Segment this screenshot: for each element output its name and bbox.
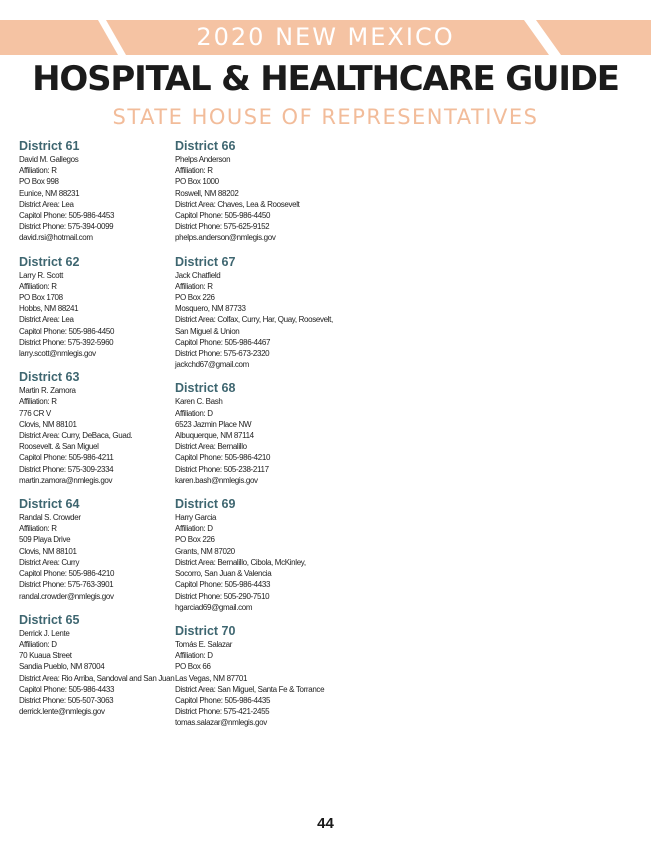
banner-title: 2020 NEW MEXICO — [196, 23, 455, 51]
district-entry — [175, 624, 375, 729]
page-subtitle: STATE HOUSE OF REPRESENTATIVES — [112, 105, 539, 129]
district-detail-line: Jack Chatfield — [175, 270, 221, 280]
district-detail-line: Albuquerque, NM 87114 — [175, 431, 254, 441]
district-detail-line: Clovis, NM 88101 — [19, 419, 77, 429]
district-detail-line: Capitol Phone: 505-986-4210 — [19, 569, 115, 579]
district-entry — [19, 613, 179, 718]
district-heading: District 69 — [175, 497, 236, 512]
district-detail-line: Affiliation: D — [175, 651, 213, 661]
district-detail-line: PO Box 226 — [175, 293, 215, 303]
district-detail-line: Capitol Phone: 505-986-4450 — [19, 326, 115, 336]
district-detail-line: 70 Kuaua Street — [19, 651, 72, 661]
district-detail-line: tomas.salazar@nmlegis.gov — [175, 718, 267, 728]
right-column — [175, 139, 375, 740]
district-detail-line: District Area: Curry — [19, 557, 80, 567]
district-entry — [175, 381, 375, 486]
district-heading: District 65 — [19, 612, 80, 627]
district-detail-line: District Phone: 505-507-3063 — [19, 695, 114, 705]
district-detail-line: Eunice, NM 88231 — [19, 188, 80, 198]
district-detail-line: Affiliation: R — [175, 281, 213, 291]
district-detail-line: Capitol Phone: 505-986-4433 — [175, 580, 271, 590]
district-detail-line: hgarciad69@gmail.com — [175, 602, 253, 612]
district-detail-line: Affiliation: D — [19, 639, 57, 649]
district-heading: District 67 — [175, 254, 236, 269]
district-heading: District 61 — [19, 139, 80, 153]
district-detail-line: District Phone: 575-625-9152 — [175, 222, 270, 232]
district-detail-line: Roswell, NM 88202 — [175, 188, 239, 198]
district-detail-line: randal.crowder@nmlegis.gov — [19, 591, 114, 601]
district-detail-line: Clovis, NM 88101 — [19, 546, 77, 556]
district-detail-line: District Phone: 575-394-0099 — [19, 222, 114, 232]
district-detail-line: Affiliation: R — [19, 166, 57, 176]
district-detail-line: PO Box 1000 — [175, 177, 219, 187]
district-detail-line: District Area: San Miguel, Santa Fe & Torrance — [175, 684, 325, 694]
district-detail-line: Capitol Phone: 505-986-4453 — [19, 211, 115, 221]
district-detail-line: District Area: Colfax, Curry, Har, Quay, Roosevelt, — [175, 315, 333, 325]
district-detail-line: Roosevelt. & San Miguel — [19, 442, 99, 452]
district-detail-line: Mosquero, NM 87733 — [175, 304, 246, 314]
district-detail-line: District Phone: 505-290-7510 — [175, 591, 270, 601]
district-detail-line: District Phone: 575-309-2334 — [19, 464, 114, 474]
district-detail-line: Capitol Phone: 505-986-4450 — [175, 211, 271, 221]
district-detail-line: Sandia Pueblo, NM 87004 — [19, 662, 105, 672]
district-detail-line: District Area: Lea — [19, 199, 74, 209]
district-detail-line: Affiliation: R — [19, 397, 57, 407]
district-detail-line: District Area: Rio Arriba, Sandoval and San Juan — [19, 673, 175, 683]
district-detail-line: PO Box 66 — [175, 662, 211, 672]
district-detail-line: Affiliation: D — [175, 524, 213, 534]
district-detail-line: Randal S. Crowder — [19, 513, 81, 523]
district-detail-line: david.rsi@hotmail.com — [19, 233, 93, 243]
district-detail-line: larry.scott@nmlegis.gov — [19, 349, 96, 359]
district-detail-line: Larry R. Scott — [19, 270, 64, 280]
district-detail-line: karen.bash@nmlegis.gov — [175, 475, 258, 485]
district-detail-line: PO Box 1708 — [19, 293, 63, 303]
district-entry — [19, 139, 179, 244]
district-entry — [19, 370, 179, 486]
district-detail-line: Capitol Phone: 505-986-4211 — [19, 453, 114, 463]
district-entry — [175, 497, 375, 613]
district-detail-line: PO Box 226 — [175, 535, 215, 545]
district-detail-line: District Phone: 505-238-2117 — [175, 464, 269, 474]
page-title: HOSPITAL & HEALTHCARE GUIDE — [32, 59, 619, 99]
district-detail-line: Capitol Phone: 505-986-4435 — [175, 695, 271, 705]
district-entry — [175, 139, 375, 244]
district-heading: District 62 — [19, 254, 80, 269]
district-detail-line: Karen C. Bash — [175, 397, 223, 407]
district-detail-line: Capitol Phone: 505-986-4210 — [175, 453, 271, 463]
district-detail-line: Grants, NM 87020 — [175, 546, 235, 556]
left-column — [19, 139, 179, 728]
district-detail-line: District Area: Bernalillo — [175, 442, 247, 452]
district-entry — [19, 497, 179, 602]
district-heading: District 68 — [175, 381, 236, 396]
district-detail-line: Affiliation: R — [175, 166, 213, 176]
district-detail-line: David M. Gallegos — [19, 155, 79, 164]
district-detail-line: District Area: Bernalillo, Cibola, McKinley, — [175, 557, 306, 567]
district-detail-line: District Area: Lea — [19, 315, 74, 325]
district-detail-line: Capitol Phone: 505-986-4467 — [175, 337, 271, 347]
district-heading: District 63 — [19, 370, 80, 385]
district-detail-line: 6523 Jazmin Place NW — [175, 419, 252, 429]
district-detail-line: District Phone: 575-763-3901 — [19, 580, 114, 590]
district-heading: District 64 — [19, 497, 80, 512]
district-heading: District 66 — [175, 139, 236, 153]
district-detail-line: Affiliation: R — [19, 524, 57, 534]
district-detail-line: Affiliation: R — [19, 281, 57, 291]
district-detail-line: martin.zamora@nmlegis.gov — [19, 475, 113, 485]
district-detail-line: District Phone: 575-392-5960 — [19, 337, 114, 347]
district-detail-line: District Phone: 575-673-2320 — [175, 349, 270, 359]
district-detail-line: District Phone: 575-421-2455 — [175, 707, 270, 717]
district-detail-line: Capitol Phone: 505-986-4433 — [19, 684, 115, 694]
district-detail-line: derrick.lente@nmlegis.gov — [19, 707, 105, 717]
page-number: 44 — [317, 815, 334, 832]
district-detail-line: Socorro, San Juan & Valencia — [175, 569, 272, 579]
district-detail-line: San Miguel & Union — [175, 326, 240, 336]
district-heading: District 70 — [175, 623, 236, 638]
district-detail-line: 509 Playa Drive — [19, 535, 71, 545]
district-detail-line: 776 CR V — [19, 408, 51, 418]
district-detail-line: Phelps Anderson — [175, 155, 231, 164]
district-detail-line: jackchd67@gmail.com — [175, 360, 249, 370]
district-entry — [19, 255, 179, 360]
district-detail-line: District Area: Chaves, Lea & Roosevelt — [175, 199, 300, 209]
district-detail-line: Derrick J. Lente — [19, 628, 70, 638]
district-detail-line: Hobbs, NM 88241 — [19, 304, 79, 314]
district-detail-line: District Area: Curry, DeBaca, Guad. — [19, 431, 133, 441]
district-detail-line: Tomás E. Salazar — [175, 639, 233, 649]
district-detail-line: Las Vegas, NM 87701 — [175, 673, 248, 683]
district-detail-line: Affiliation: D — [175, 408, 213, 418]
district-detail-line: Harry Garcia — [175, 513, 217, 523]
district-entry — [175, 255, 375, 371]
header-banner — [0, 20, 651, 55]
district-detail-line: phelps.anderson@nmlegis.gov — [175, 233, 276, 243]
district-detail-line: Martin R. Zamora — [19, 386, 76, 396]
district-detail-line: PO Box 998 — [19, 177, 59, 187]
